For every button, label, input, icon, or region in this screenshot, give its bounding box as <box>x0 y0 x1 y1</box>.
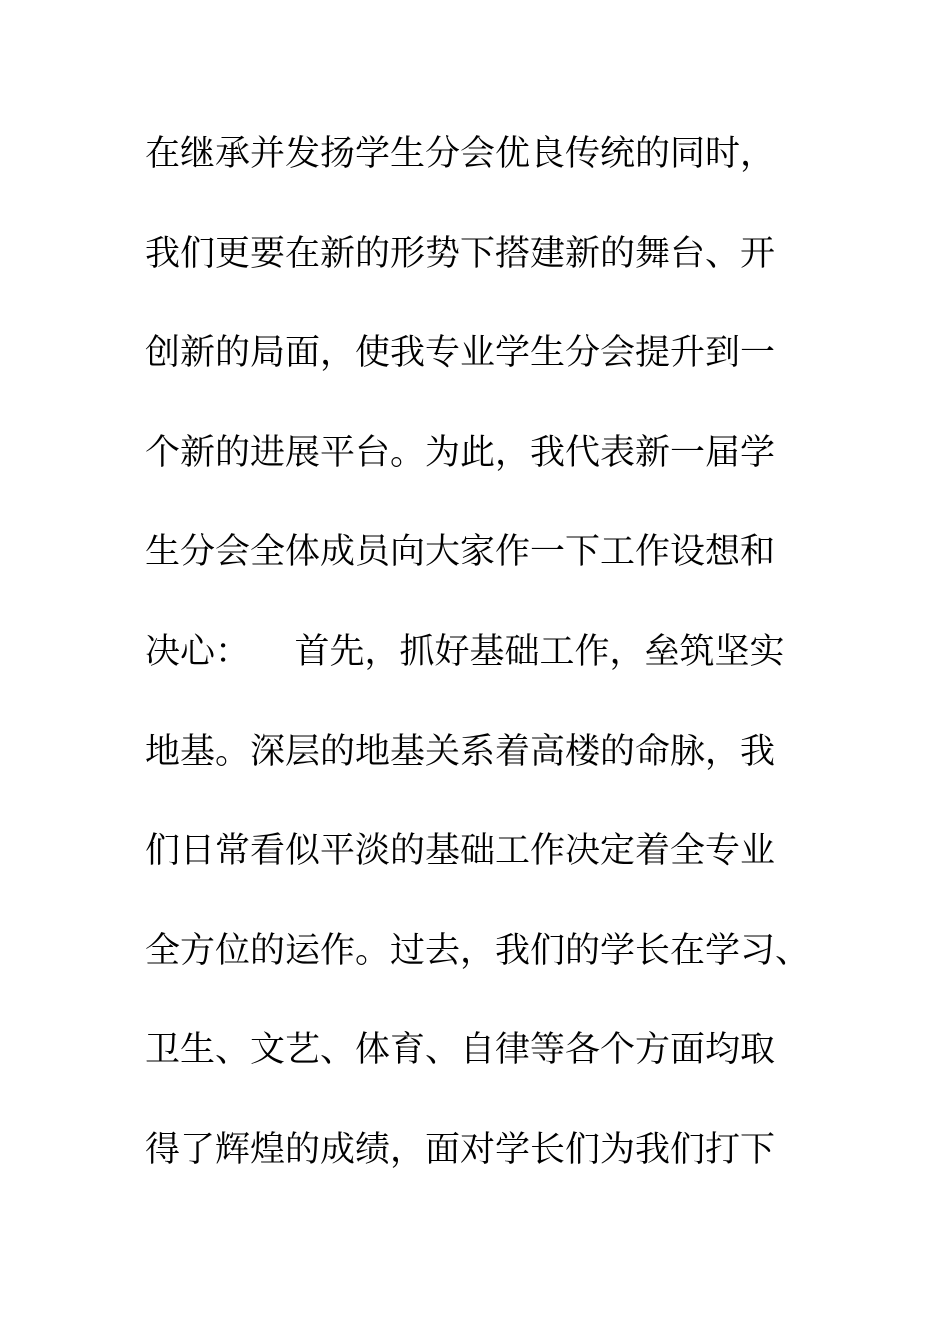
text-line: 地基。深层的地基关系着高楼的命脉，我 <box>145 731 776 772</box>
text-line: 我们更要在新的形势下搭建新的舞台、开 <box>145 233 776 274</box>
text-line: 在继承并发扬学生分会优良传统的同时， <box>145 134 776 174</box>
text-line: 决心： 首先，抓好基础工作，垒筑坚实 <box>145 631 785 672</box>
text-line: 创新的局面，使我专业学生分会提升到一 <box>145 333 776 374</box>
text-line: 们日常看似平淡的基础工作决定着全专业 <box>145 831 776 872</box>
body-text <box>145 128 925 1224</box>
text-line: 得了辉煌的成绩，面对学长们为我们打下 <box>145 1129 776 1170</box>
text-line: 生分会全体成员向大家作一下工作设想和 <box>145 532 776 573</box>
text-line: 全方位的运作。过去，我们的学长在学习、 <box>145 930 811 971</box>
text-line: 卫生、文艺、体育、自律等各个方面均取 <box>145 1030 776 1071</box>
text-line: 个新的进展平台。为此，我代表新一届学 <box>145 432 776 473</box>
